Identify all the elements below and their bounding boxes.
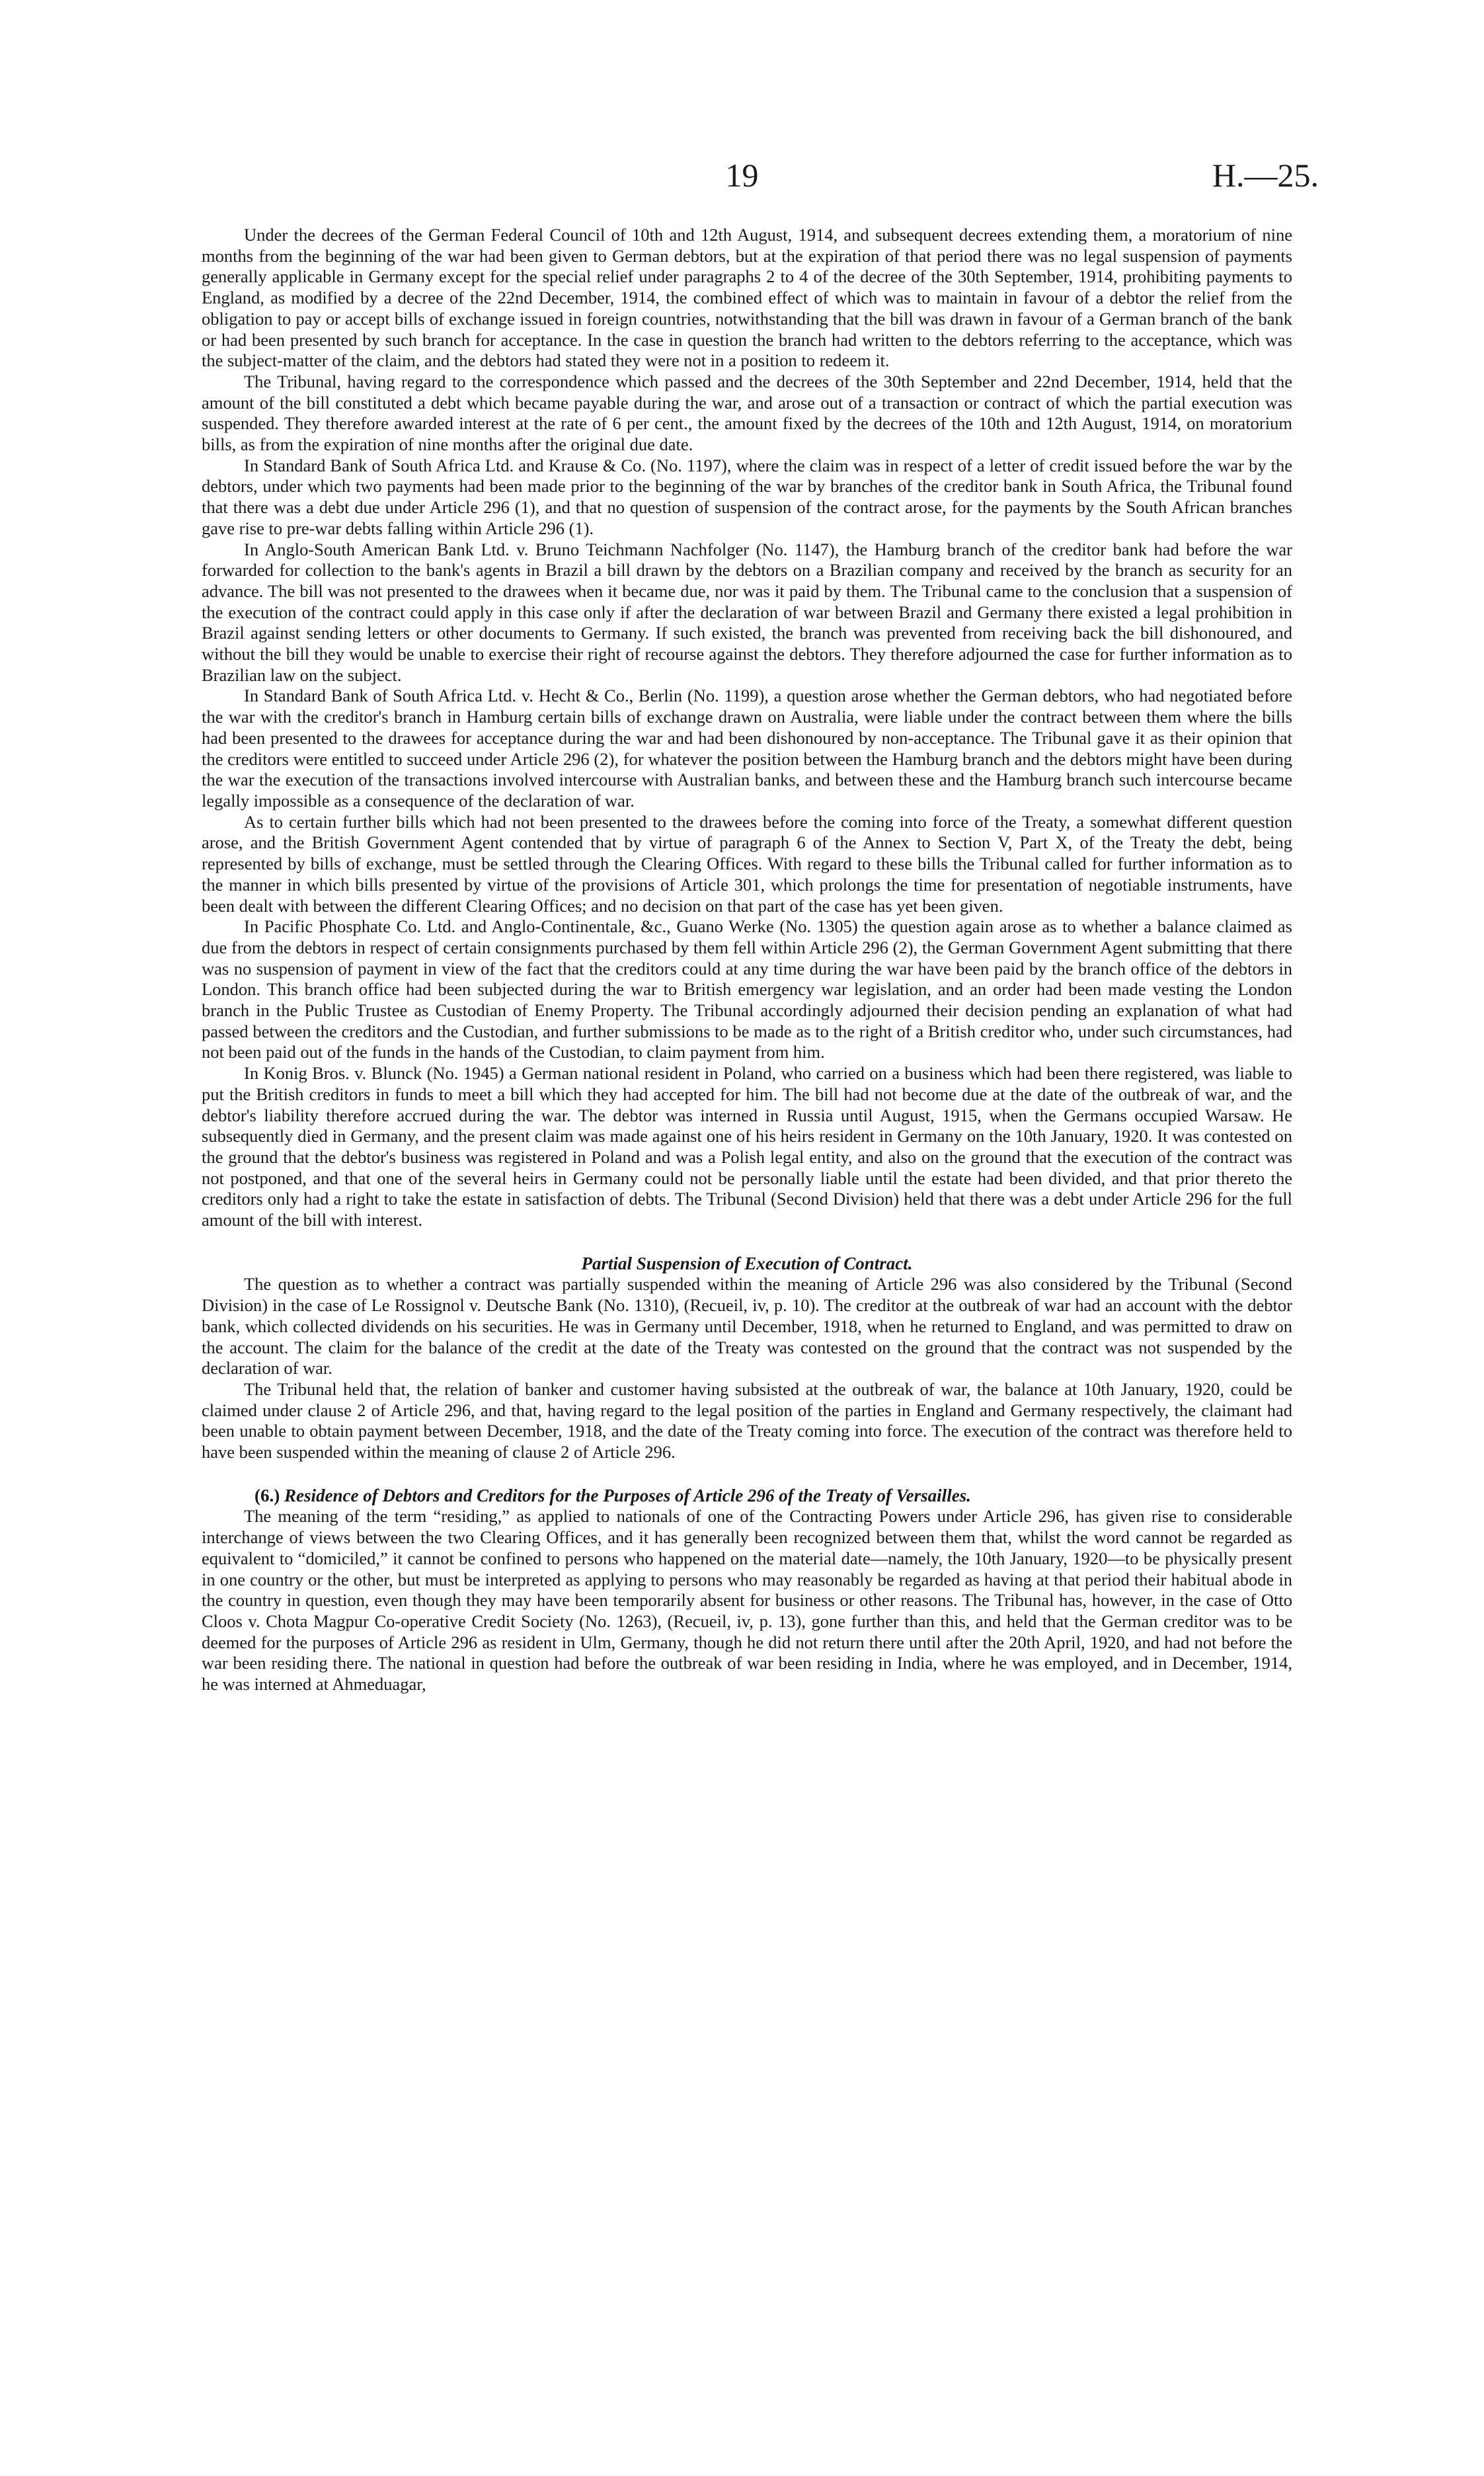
paragraph: The meaning of the term “residing,” as applied to nationals of one of the Contracting Powers under Article 296, has given rise to considerable interchange of views between the two Clearing Offices, and it has generally been recognized between them that, whilst the word cannot be regarded as equivalent to “domiciled,” it cannot be confined to persons who happened on the material date—namely, the 10th January, 1920—to be physically present in one country or the other, but must be interpreted as applying to persons who may reasonably be regarded as having at that period their habitual abode in the country in question, even though they may have been temporarily absent for business or other reasons. The Tribunal has, however, in the case of Otto Cloos v. Chota Magpur Co-operative Credit Society (No. 1263), (Recueil, iv, p. 13), gone further than this, and held that the German creditor was to be deemed for the purposes of Article 296 as resident in Ulm, Germany, though he did not return there until after the 20th April, 1920, and had not before the war been residing there. The national in question had before the outbreak of war been residing in India, where he was employed, and in December, 1914, he was interned at Ahmeduagar, — [202, 1506, 1292, 1695]
paragraph: The Tribunal, having regard to the correspondence which passed and the decrees of the 30th September and 22nd December, 1914, held that the amount of the bill constituted a debt which became payable during the war, and arose out of a transaction or contract of which the partial execution was suspended. They therefore awarded interest at the rate of 6 per cent., the amount fixed by the decrees of the 10th and 12th August, 1914, on moratorium bills, as from the expiration of nine months after the original due date. — [202, 371, 1292, 455]
paragraph: As to certain further bills which had not been presented to the drawees before the coming into force of the Treaty, a somewhat different question arose, and the British Government Agent contended that by virtue of paragraph 6 of the Annex to Section V, Part X, of the Treaty the debt, being represented by bills of exchange, must be settled through the Clearing Offices. With regard to these bills the Tribunal called for further information as to the manner in which bills presented by virtue of the provisions of Article 301, which prolongs the time for presentation of negotiable instruments, have been dealt with between the different Clearing Offices; and no decision on that part of the case has yet been given. — [202, 811, 1292, 916]
paragraph: In Anglo-South American Bank Ltd. v. Bruno Teichmann Nachfolger (No. 1147), the Hamburg branch of the creditor bank had before the war forwarded for collection to the bank's agents in Brazil a bill drawn by the debtors on a Brazilian company and received by the branch as security for an advance. The bill was not presented to the drawees when it became due, nor was it paid by them. The Tribunal came to the conclusion that a suspension of the execution of the contract could apply in this case only if after the declaration of war between Brazil and Germany there existed a legal prohibition in Brazil against sending letters or other documents to Germany. If such existed, the branch was prevented from receiving back the bill dishonoured, and without the bill they would be unable to exercise their right of recourse against the debtors. They therefore adjourned the case for further information as to Brazilian law on the subject. — [202, 539, 1292, 685]
section-heading-partial-suspension: Partial Suspension of Execution of Contract. — [581, 1253, 913, 1273]
paragraph: The question as to whether a contract was partially suspended within the meaning of Article 296 was also considered by the Tribunal (Second Division) in the case of Le Rossignol v. Deutsche Bank (No. 1310), (Recueil, iv, p. 10). The creditor at the outbreak of war had an account with the debtor bank, which collected dividends on his securities. He was in Germany until December, 1918, when he returned to England, and was permitted to draw on the account. The claim for the balance of the credit at the date of the Treaty was contested on the ground that the contract was not suspended by the declaration of war. — [202, 1274, 1292, 1378]
paragraph: In Standard Bank of South Africa Ltd. and Krause & Co. (No. 1197), where the claim was in respect of a letter of credit issued before the war by the debtors, under which two payments had been made prior to the beginning of the war by branches of the creditor bank in South Africa, the Tribunal found that there was a debt due under Article 296 (1), and that no question of suspension of the contract arose, for the payments by the South African branches gave rise to pre-war debts falling within Article 296 (1). — [202, 455, 1292, 538]
paragraph: In Konig Bros. v. Blunck (No. 1945) a German national resident in Poland, who carried on a business which had been there registered, was liable to put the British creditors in funds to meet a bill which they had accepted for him. The bill had not become due at the date of the outbreak of war, and the debtor's liability therefore accrued during the war. The debtor was interned in Russia until August, 1915, when the Germans occupied Warsaw. He subsequently died in Germany, and the present claim was made against one of his heirs resident in Germany on the 10th January, 1920. It was contested on the ground that the debtor's business was registered in Poland and was a Polish legal entity, and also on the ground that the execution of the contract was not postponed, and that one of the several heirs in Germany could not be personally liable until the estate had been divided, and that prior thereto the creditors only had a right to take the estate in satisfaction of debts. The Tribunal (Second Division) held that there was a debt under Article 296 for the full amount of the bill with interest. — [202, 1063, 1292, 1230]
page-number: 19 — [725, 157, 759, 194]
document-reference: H.—25. — [1212, 157, 1319, 194]
spacer — [202, 1463, 1292, 1486]
paragraph: The Tribunal held that, the relation of banker and customer having subsisted at the outbreak of war, the balance at 10th January, 1920, could be claimed under clause 2 of Article 296, and that, having regard to the legal position of the parties in England and Germany respectively, the claimant had been unable to obtain payment between December, 1918, and the date of the Treaty coming into force. The execution of the contract was therefore held to have been suspended within the meaning of clause 2 of Article 296. — [202, 1378, 1292, 1462]
section-number: (6.) — [254, 1485, 280, 1505]
paragraph: Under the decrees of the German Federal Council of 10th and 12th August, 1914, and subsequent decrees extending them, a moratorium of nine months from the beginning of the war had been given to German debtors, but at the expiration of that period there was no legal suspension of payments generally applicable in Germany except for the special relief under paragraphs 2 to 4 of the decree of the 30th September, 1914, prohibiting payments to England, as modified by a decree of the 22nd December, 1914, the combined effect of which was to maintain in favour of a debtor the relief from the obligation to pay or accept bills of exchange issued in foreign countries, notwithstanding that the bill was drawn in favour of a German branch of the bank or had been presented by such branch for acceptance. In the case in question the branch had written to the debtors referring to the acceptance, which was the subject-matter of the claim, and the debtors had stated they were not in a position to redeem it. — [202, 225, 1292, 371]
document-body — [202, 225, 1292, 1695]
section-heading-residence — [202, 1486, 1292, 1507]
spacer — [202, 1231, 1292, 1254]
paragraph: In Pacific Phosphate Co. Ltd. and Anglo-Continentale, &c., Guano Werke (No. 1305) the question again arose as to whether a balance claimed as due from the debtors in respect of certain consignments purchased by them fell within Article 296 (2), the German Government Agent submitting that there was no suspension of payment in view of the fact that the creditors could at any time during the war have been paid by the branch office of the debtors in London. This branch office had been subjected during the war to British emergency war legislation, and an order had been made vesting the London branch in the Public Trustee as Custodian of Enemy Property. The Tribunal accordingly adjourned their decision pending an explanation of what had passed between the creditors and the Custodian, and further submissions to be made as to the right of a British creditor who, under such circumstances, had not been paid out of the funds in the hands of the Custodian, to claim payment from him. — [202, 916, 1292, 1062]
section-title: Residence of Debtors and Creditors for the Purposes of Article 296 of the Treaty of Versailles. — [284, 1485, 971, 1505]
paragraph: In Standard Bank of South Africa Ltd. v. Hecht & Co., Berlin (No. 1199), a question arose whether the German debtors, who had negotiated before the war with the creditor's branch in Hamburg certain bills of exchange drawn on Australia, were liable under the contract between them where the bills had been presented to the drawees for acceptance during the war and had been dishonoured by non-acceptance. The Tribunal gave it as their opinion that the creditors were entitled to succeed under Article 296 (2), for whatever the position between the Hamburg branch and the debtors might have been during the war the execution of the transactions involved intercourse with Australian banks, and between these and the Hamburg branch such intercourse became legally impossible as a consequence of the declaration of war. — [202, 686, 1292, 811]
page-header — [0, 149, 1484, 202]
